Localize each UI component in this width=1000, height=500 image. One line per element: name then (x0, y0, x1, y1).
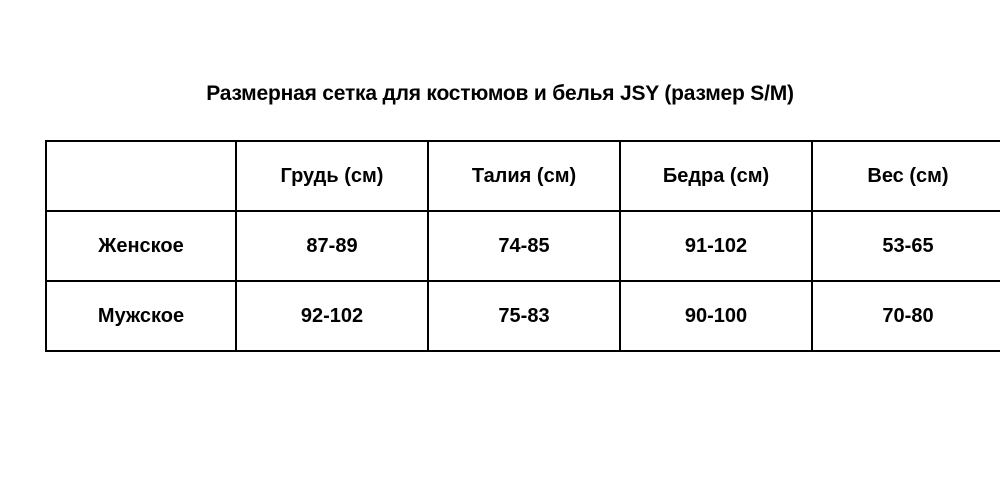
column-header-hips: Бедра (см) (620, 141, 812, 211)
size-chart-table (45, 140, 1000, 352)
cell-men-weight: 70-80 (812, 281, 1000, 351)
table-row (46, 281, 1000, 351)
cell-men-waist: 75-83 (428, 281, 620, 351)
cell-men-chest: 92-102 (236, 281, 428, 351)
column-header-waist: Талия (см) (428, 141, 620, 211)
cell-men-hips: 90-100 (620, 281, 812, 351)
row-label-men: Мужское (46, 281, 236, 351)
table-header-row (46, 141, 1000, 211)
table-row (46, 211, 1000, 281)
column-header-chest: Грудь (см) (236, 141, 428, 211)
cell-women-chest: 87-89 (236, 211, 428, 281)
column-header-weight: Вес (см) (812, 141, 1000, 211)
size-chart-container (45, 140, 955, 352)
cell-women-hips: 91-102 (620, 211, 812, 281)
cell-women-waist: 74-85 (428, 211, 620, 281)
cell-women-weight: 53-65 (812, 211, 1000, 281)
page-title: Размерная сетка для костюмов и белья JSY (размер S/M) (206, 82, 794, 105)
table-corner-cell (46, 141, 236, 211)
row-label-women: Женское (46, 211, 236, 281)
